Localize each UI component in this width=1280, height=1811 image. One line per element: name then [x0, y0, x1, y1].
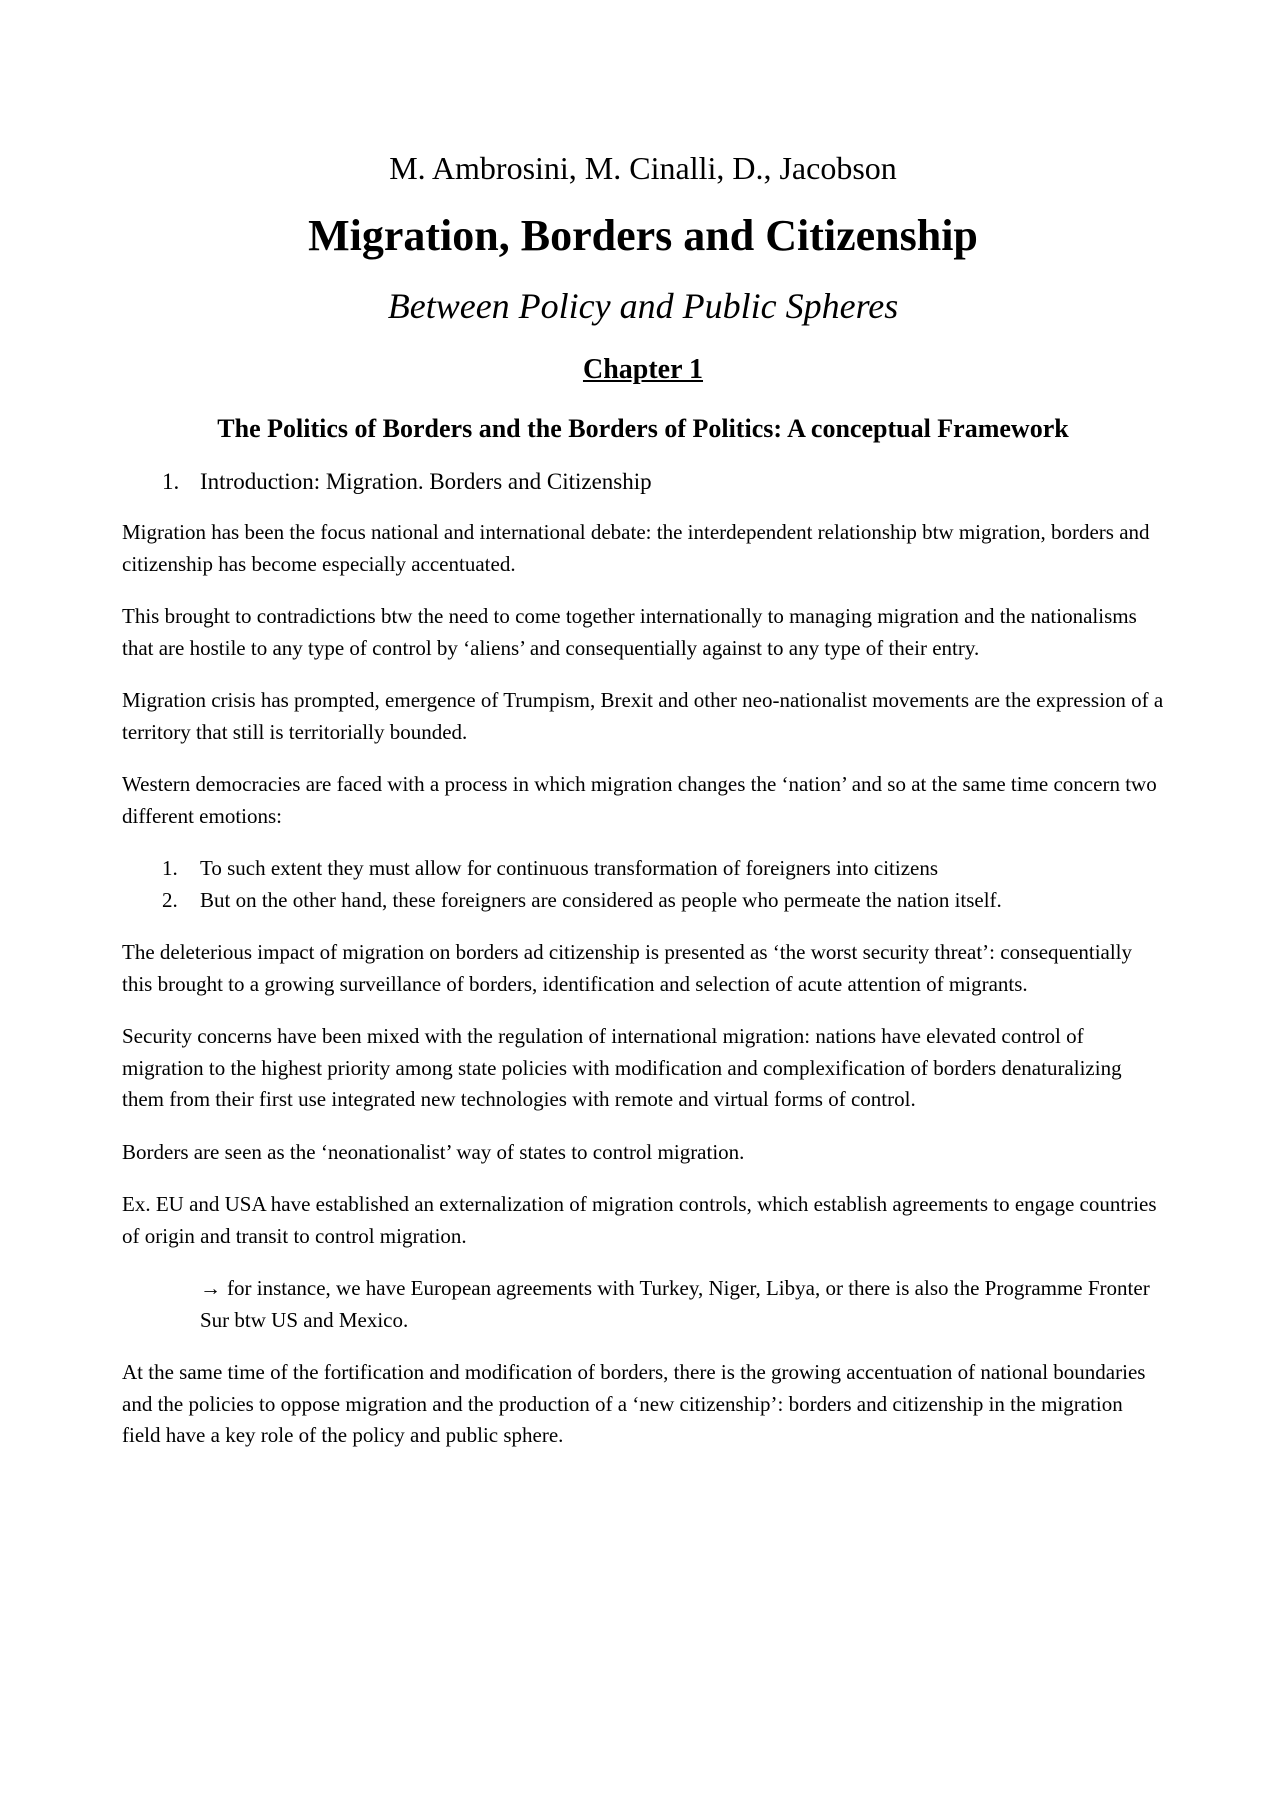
document-title: Migration, Borders and Citizenship	[308, 211, 978, 260]
paragraph: This brought to contradictions btw the need to come together internationally to managing migration and the nationalisms that are hostile to any type of control by ‘aliens’ and consequentially against to any type of their entry.	[122, 604, 1137, 660]
paragraph: Migration crisis has prompted, emergence of Trumpism, Brexit and other neo-nationalist movements are the expression of a territory that still is territorially bounded.	[122, 688, 1164, 744]
list-item-number: 1.	[162, 856, 178, 880]
arrow-right-icon: →	[200, 1276, 221, 1300]
paragraph: At the same time of the fortification and modification of borders, there is the growing accentuation of national boundaries and the policies to oppose migration and the production of a ‘new citizenship’: borders and citizenship in the migration field have a key role of the policy and public sphere.	[122, 1360, 1146, 1447]
note-text: for instance, we have European agreements with Turkey, Niger, Libya, or there is also the Programme Fronter Sur btw US and Mexico.	[200, 1276, 1150, 1332]
document-page	[122, 148, 1164, 1473]
paragraph: Migration has been the focus national and international debate: the interdependent relationship btw migration, borders and citizenship has become especially accentuated.	[122, 520, 1150, 576]
paragraph: Borders are seen as the ‘neonationalist’ way of states to control migration.	[122, 1139, 745, 1164]
document-subtitle: Between Policy and Public Spheres	[387, 286, 899, 326]
chapter-label: Chapter 1	[582, 354, 704, 385]
numbered-list	[122, 853, 1164, 916]
list-item	[122, 853, 1164, 885]
list-item-number: 2.	[162, 887, 178, 912]
paragraph: The deleterious impact of migration on borders ad citizenship is presented as ‘the worst security threat’: consequentially this brought to a growing surveillance of borders, identification and selection of acute attention of migrants.	[122, 940, 1133, 996]
paragraph: Security concerns have been mixed with the regulation of international migration: nations have elevated control of migration to the highest priority among state policies with modification and complexification of borders denaturalizing them from their first use integrated new technologies with remote and virtual forms of control.	[122, 1024, 1122, 1111]
section-heading-text: Introduction: Migration. Borders and Citizenship	[200, 469, 652, 494]
paragraph: Ex. EU and USA have established an externalization of migration controls, which establish agreements to engage countries of origin and transit to control migration.	[122, 1192, 1157, 1248]
indented-note	[122, 1273, 1164, 1336]
list-item-text: But on the other hand, these foreigners are considered as people who permeate the nation itself.	[200, 887, 1002, 912]
section-heading	[122, 466, 1164, 497]
list-item-text: To such extent they must allow for continuous transformation of foreigners into citizens	[200, 856, 939, 880]
authors: M. Ambrosini, M. Cinalli, D., Jacobson	[389, 150, 897, 186]
chapter-title: The Politics of Borders and the Borders of Politics: A conceptual Framework	[217, 414, 1069, 443]
list-item	[122, 885, 1164, 917]
paragraph: Western democracies are faced with a process in which migration changes the ‘nation’ and so at the same time concern two different emotions:	[122, 772, 1157, 828]
section-number: 1.	[162, 469, 180, 494]
